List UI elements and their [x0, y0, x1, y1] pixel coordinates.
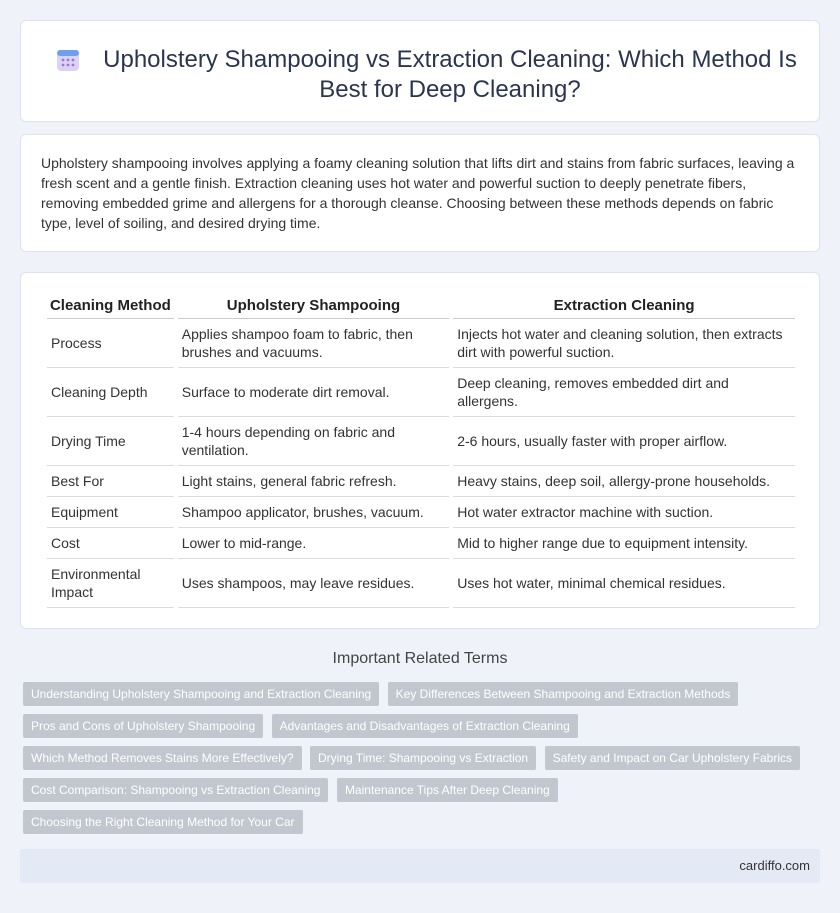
extraction-cell: Injects hot water and cleaning solution, then extracts dirt with powerful suction. [453, 319, 795, 368]
page-title: Upholstery Shampooing vs Extraction Cleaning: Which Method Is Best for Deep Cleaning? [103, 46, 797, 103]
comparison-table [43, 293, 799, 608]
related-term-tag[interactable]: Maintenance Tips After Deep Cleaning [337, 778, 558, 802]
row-label: Environmental Impact [47, 559, 174, 608]
extraction-cell: Hot water extractor machine with suction. [453, 497, 795, 528]
row-label: Best For [47, 466, 174, 497]
shampooing-cell: Shampoo applicator, brushes, vacuum. [178, 497, 449, 528]
row-label: Cost [47, 528, 174, 559]
title-card [20, 20, 820, 122]
related-term-tag[interactable]: Pros and Cons of Upholstery Shampooing [23, 714, 263, 738]
footer-site-link[interactable]: cardiffo.com [739, 858, 810, 873]
related-term-tag[interactable]: Advantages and Disadvantages of Extraction Cleaning [272, 714, 578, 738]
related-term-tag[interactable]: Cost Comparison: Shampooing vs Extraction Cleaning [23, 778, 328, 802]
extraction-cell: Mid to higher range due to equipment intensity. [453, 528, 795, 559]
related-term-tag[interactable]: Key Differences Between Shampooing and Extraction Methods [388, 682, 739, 706]
shampooing-cell: Light stains, general fabric refresh. [178, 466, 449, 497]
calendar-icon [55, 47, 81, 73]
header-upholstery-shampooing: Upholstery Shampooing [178, 293, 449, 319]
intro-card [20, 134, 820, 252]
comparison-table-card [20, 272, 820, 629]
table-row [47, 368, 795, 417]
related-terms-title: Important Related Terms [332, 650, 508, 667]
table-row [47, 528, 795, 559]
related-term-tag[interactable]: Which Method Removes Stains More Effectively? [23, 746, 302, 770]
shampooing-cell: Applies shampoo foam to fabric, then brushes and vacuums. [178, 319, 449, 368]
extraction-cell: Deep cleaning, removes embedded dirt and allergens. [453, 368, 795, 417]
table-row [47, 497, 795, 528]
extraction-cell: 2-6 hours, usually faster with proper airflow. [453, 417, 795, 466]
table-row [47, 417, 795, 466]
header-extraction-cleaning: Extraction Cleaning [453, 293, 795, 319]
table-row [47, 559, 795, 608]
shampooing-cell: 1-4 hours depending on fabric and ventilation. [178, 417, 449, 466]
footer [20, 849, 820, 883]
shampooing-cell: Surface to moderate dirt removal. [178, 368, 449, 417]
row-label: Cleaning Depth [47, 368, 174, 417]
related-term-tag[interactable]: Understanding Upholstery Shampooing and Extraction Cleaning [23, 682, 379, 706]
row-label: Drying Time [47, 417, 174, 466]
intro-paragraph: Upholstery shampooing involves applying a foamy cleaning solution that lifts dirt and stains from fabric surfaces, leaving a fresh scent and a gentle finish. Extraction cleaning uses hot water and powerful suction to deeply penetrate fibers, removing embedded grime and allergens for a thorough cleanse. Choosing between these methods depends on fabric type, level of soiling, and desired drying time. [41, 155, 795, 231]
shampooing-cell: Uses shampoos, may leave residues. [178, 559, 449, 608]
related-term-tag[interactable]: Drying Time: Shampooing vs Extraction [310, 746, 536, 770]
related-term-tag[interactable]: Safety and Impact on Car Upholstery Fabrics [545, 746, 800, 770]
shampooing-cell: Lower to mid-range. [178, 528, 449, 559]
extraction-cell: Uses hot water, minimal chemical residues. [453, 559, 795, 608]
extraction-cell: Heavy stains, deep soil, allergy-prone households. [453, 466, 795, 497]
header-cleaning-method: Cleaning Method [47, 293, 174, 319]
row-label: Process [47, 319, 174, 368]
table-header-row [47, 293, 795, 319]
related-terms-list [23, 682, 813, 842]
table-row [47, 319, 795, 368]
row-label: Equipment [47, 497, 174, 528]
related-term-tag[interactable]: Choosing the Right Cleaning Method for Your Car [23, 810, 303, 834]
table-row [47, 466, 795, 497]
